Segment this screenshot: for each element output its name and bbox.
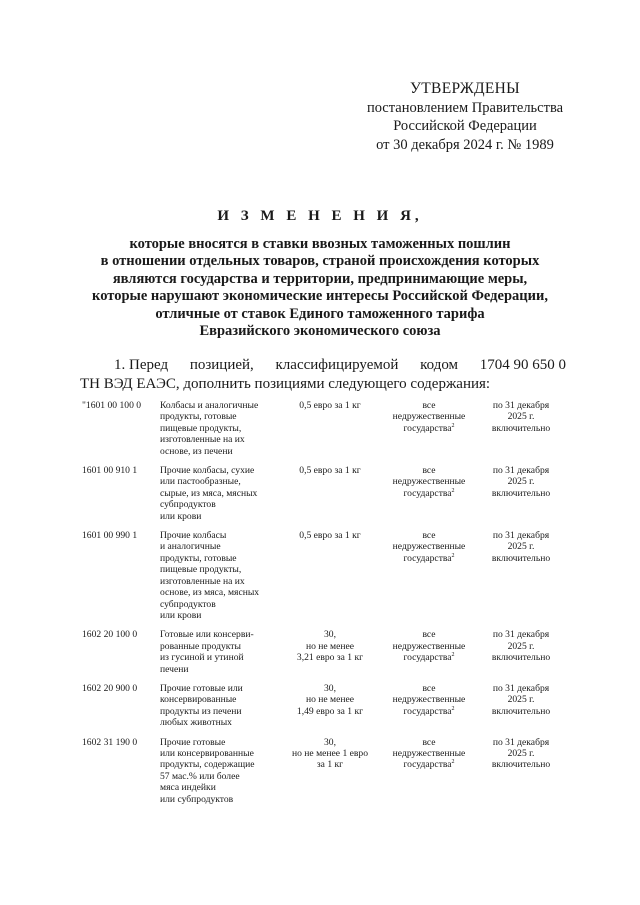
- table-row: [82, 629, 560, 683]
- footnote-mark: 2: [451, 651, 455, 658]
- origin-countries-line: все: [422, 629, 436, 641]
- table-row: [82, 530, 560, 629]
- goods-name-line: или консервированные: [160, 747, 254, 759]
- validity-term-line: 2025 г.: [507, 541, 535, 553]
- goods-name-line: изготовленные на их: [160, 575, 245, 587]
- tnved-code: "1601 00 100 0: [82, 400, 142, 411]
- goods-name-line: основе, из мяса, мясных: [160, 587, 260, 599]
- goods-name: [160, 629, 284, 683]
- heading-line: в отношении отдельных товаров, страной происхождения которых: [100, 253, 540, 269]
- origin-countries-line: недружественные: [392, 411, 466, 423]
- origin-countries: [376, 465, 482, 530]
- footnote-mark: 2: [451, 705, 455, 712]
- tnved-code: 1601 00 910 1: [82, 465, 138, 477]
- origin-countries-line: государства: [403, 652, 452, 664]
- footnote-mark: 2: [451, 552, 455, 559]
- origin-countries-line: все: [422, 682, 436, 694]
- goods-name-line: основе, из печени: [160, 445, 233, 457]
- origin-countries-line: все: [422, 465, 436, 477]
- heading-line: которые нарушают экономические интересы Российской Федерации,: [92, 288, 548, 304]
- goods-name-line: рованные продукты: [160, 640, 241, 652]
- origin-countries: [376, 683, 482, 737]
- origin-countries-line: государства: [403, 705, 452, 717]
- validity-term-line: по 31 декабря: [492, 465, 550, 477]
- tariff-table-body: [82, 400, 560, 813]
- goods-name: [160, 465, 284, 530]
- heading-title: И З М Е Н Е Н И Я,: [217, 208, 423, 224]
- origin-countries-line: недружественные: [392, 747, 466, 759]
- origin-countries-last-line: [376, 706, 482, 717]
- validity-term-line: включительно: [491, 652, 551, 664]
- origin-countries: [376, 737, 482, 813]
- intro-line-1: [80, 356, 566, 375]
- duty-rate-line: за 1 кг: [316, 759, 344, 771]
- duty-rate-line: но не менее: [305, 640, 355, 652]
- validity-term: [482, 737, 560, 813]
- duty-rate-line: но не менее: [305, 694, 355, 706]
- heading-line: Евразийского экономического союза: [199, 323, 441, 339]
- validity-term-line: по 31 декабря: [492, 736, 550, 748]
- duty-rate: [284, 629, 376, 683]
- validity-term: [482, 400, 560, 465]
- origin-countries-line: государства: [403, 552, 452, 564]
- goods-name-line: или крови: [160, 609, 202, 621]
- goods-name-line: Прочие готовые: [160, 736, 226, 748]
- validity-term-line: включительно: [491, 422, 551, 434]
- validity-term: [482, 465, 560, 530]
- goods-name-line: из гусиной и утиной: [160, 652, 244, 664]
- duty-rate: [284, 737, 376, 813]
- goods-name: [160, 400, 284, 465]
- origin-countries-line: все: [422, 736, 436, 748]
- goods-name-line: пищевые продукты,: [160, 422, 242, 434]
- table-row: [82, 683, 560, 737]
- goods-name-line: субпродуктов: [160, 598, 216, 610]
- goods-name-line: продукты, готовые: [160, 552, 237, 564]
- duty-rate-line: но не менее 1 евро: [291, 747, 369, 759]
- duty-rate-line: 30,: [324, 736, 336, 748]
- approval-title: УТВЕРЖДЕНЫ: [410, 80, 520, 97]
- goods-name-line: продукты, содержащие: [160, 759, 255, 771]
- origin-countries-last-line: [376, 652, 482, 663]
- origin-countries: [376, 629, 482, 683]
- goods-name: [160, 737, 284, 813]
- validity-term: [482, 683, 560, 737]
- goods-name: [160, 530, 284, 629]
- origin-countries: [376, 400, 482, 465]
- intro-word: 1. Перед: [114, 357, 169, 373]
- origin-countries-last-line: [376, 553, 482, 564]
- heading-line: являются государства и территории, предпринимающие меры,: [112, 270, 528, 287]
- validity-term-line: включительно: [491, 759, 551, 771]
- intro-word: кодом: [420, 357, 459, 373]
- approval-line: постановлением Правительства: [366, 99, 564, 116]
- duty-rate-line: 1,49 евро за 1 кг: [296, 705, 364, 717]
- validity-term-line: 2025 г.: [507, 640, 535, 652]
- goods-name-line: печени: [160, 663, 189, 675]
- validity-term-line: по 31 декабря: [492, 629, 550, 641]
- goods-name-line: Прочие колбасы, сухие: [160, 465, 255, 477]
- origin-countries-line: недружественные: [392, 640, 466, 652]
- duty-rate-line: 30,: [324, 682, 336, 694]
- duty-rate: [284, 400, 376, 465]
- goods-name-line: пищевые продукты,: [160, 564, 242, 576]
- goods-name-line: любых животных: [160, 717, 232, 729]
- origin-countries-line: недружественные: [392, 541, 466, 553]
- validity-term-line: включительно: [491, 552, 551, 564]
- goods-name-line: или субпродуктов: [160, 793, 234, 805]
- validity-term-line: по 31 декабря: [492, 530, 550, 542]
- validity-term: [482, 530, 560, 629]
- validity-term-line: 2025 г.: [507, 747, 535, 759]
- intro-paragraph: [80, 356, 566, 394]
- origin-countries-last-line: [376, 423, 482, 434]
- tnved-code: 1602 31 190 0: [82, 736, 138, 748]
- approval-block: [340, 80, 590, 154]
- duty-rate: [284, 530, 376, 629]
- duty-rate-line: 0,5 евро за 1 кг: [299, 465, 361, 477]
- goods-name-line: Колбасы и аналогичные: [160, 400, 259, 411]
- origin-countries-last-line: [376, 488, 482, 499]
- goods-name: [160, 683, 284, 737]
- validity-term: [482, 629, 560, 683]
- goods-name-line: субпродуктов: [160, 499, 216, 511]
- duty-rate-line: 0,5 евро за 1 кг: [299, 400, 361, 411]
- goods-name-line: или пастообразные,: [160, 476, 241, 488]
- duty-rate-line: 3,21 евро за 1 кг: [296, 652, 364, 664]
- tnved-code: 1602 20 900 0: [82, 682, 138, 694]
- duty-rate-line: 0,5 евро за 1 кг: [299, 530, 361, 542]
- heading-line: отличные от ставок Единого таможенного тарифа: [155, 305, 485, 322]
- approval-line: Российской Федерации: [393, 118, 537, 134]
- origin-countries-line: недружественные: [392, 476, 466, 488]
- validity-term-line: 2025 г.: [507, 694, 535, 706]
- origin-countries-line: недружественные: [392, 694, 466, 706]
- goods-name-line: изготовленные на их: [160, 434, 245, 446]
- origin-countries-last-line: [376, 759, 482, 770]
- goods-name-line: или крови: [160, 510, 202, 522]
- validity-term-line: по 31 декабря: [492, 400, 550, 411]
- goods-name-line: и аналогичные: [160, 541, 221, 553]
- goods-name-line: 57 мас.% или более: [160, 770, 240, 782]
- origin-countries-line: все: [422, 400, 436, 411]
- duty-rate: [284, 465, 376, 530]
- intro-word: 1704 90 650 0: [479, 357, 566, 373]
- document-heading: [60, 208, 580, 341]
- table-row: [82, 465, 560, 530]
- footnote-mark: 2: [451, 422, 455, 429]
- footnote-mark: 2: [451, 487, 455, 494]
- validity-term-line: включительно: [491, 487, 551, 499]
- goods-name-line: Готовые или консерви-: [160, 629, 254, 641]
- tariff-table: [82, 400, 560, 813]
- origin-countries-line: государства: [403, 487, 452, 499]
- validity-term-line: включительно: [491, 705, 551, 717]
- validity-term-line: по 31 декабря: [492, 682, 550, 694]
- goods-name-line: консервированные: [160, 694, 237, 706]
- goods-name-line: сырые, из мяса, мясных: [160, 487, 258, 499]
- goods-name-line: Прочие колбасы: [160, 530, 227, 542]
- duty-rate: [284, 683, 376, 737]
- table-row: [82, 400, 560, 465]
- heading-line: которые вносятся в ставки ввозных таможенных пошлин: [129, 235, 511, 252]
- goods-name-line: Прочие готовые или: [160, 682, 243, 694]
- intro-word: классифицируемой: [275, 357, 399, 373]
- intro-word: позицией,: [189, 357, 254, 373]
- validity-term-line: 2025 г.: [507, 476, 535, 488]
- origin-countries-line: государства: [403, 422, 452, 434]
- duty-rate-line: 30,: [324, 629, 336, 641]
- goods-name-line: мяса индейки: [160, 782, 216, 794]
- origin-countries-line: все: [422, 530, 436, 542]
- tnved-code: 1601 00 990 1: [82, 530, 138, 542]
- validity-term-line: 2025 г.: [507, 411, 535, 423]
- goods-name-line: продукты, готовые: [160, 411, 237, 423]
- approval-line: от 30 декабря 2024 г. № 1989: [376, 136, 554, 153]
- tnved-code: 1602 20 100 0: [82, 629, 138, 641]
- footnote-mark: 2: [451, 759, 455, 766]
- intro-line-2: ТН ВЭД ЕАЭС, дополнить позициями следующего содержания:: [80, 376, 491, 392]
- origin-countries-line: государства: [403, 759, 452, 771]
- table-row: [82, 737, 560, 813]
- goods-name-line: продукты из печени: [160, 705, 242, 717]
- origin-countries: [376, 530, 482, 629]
